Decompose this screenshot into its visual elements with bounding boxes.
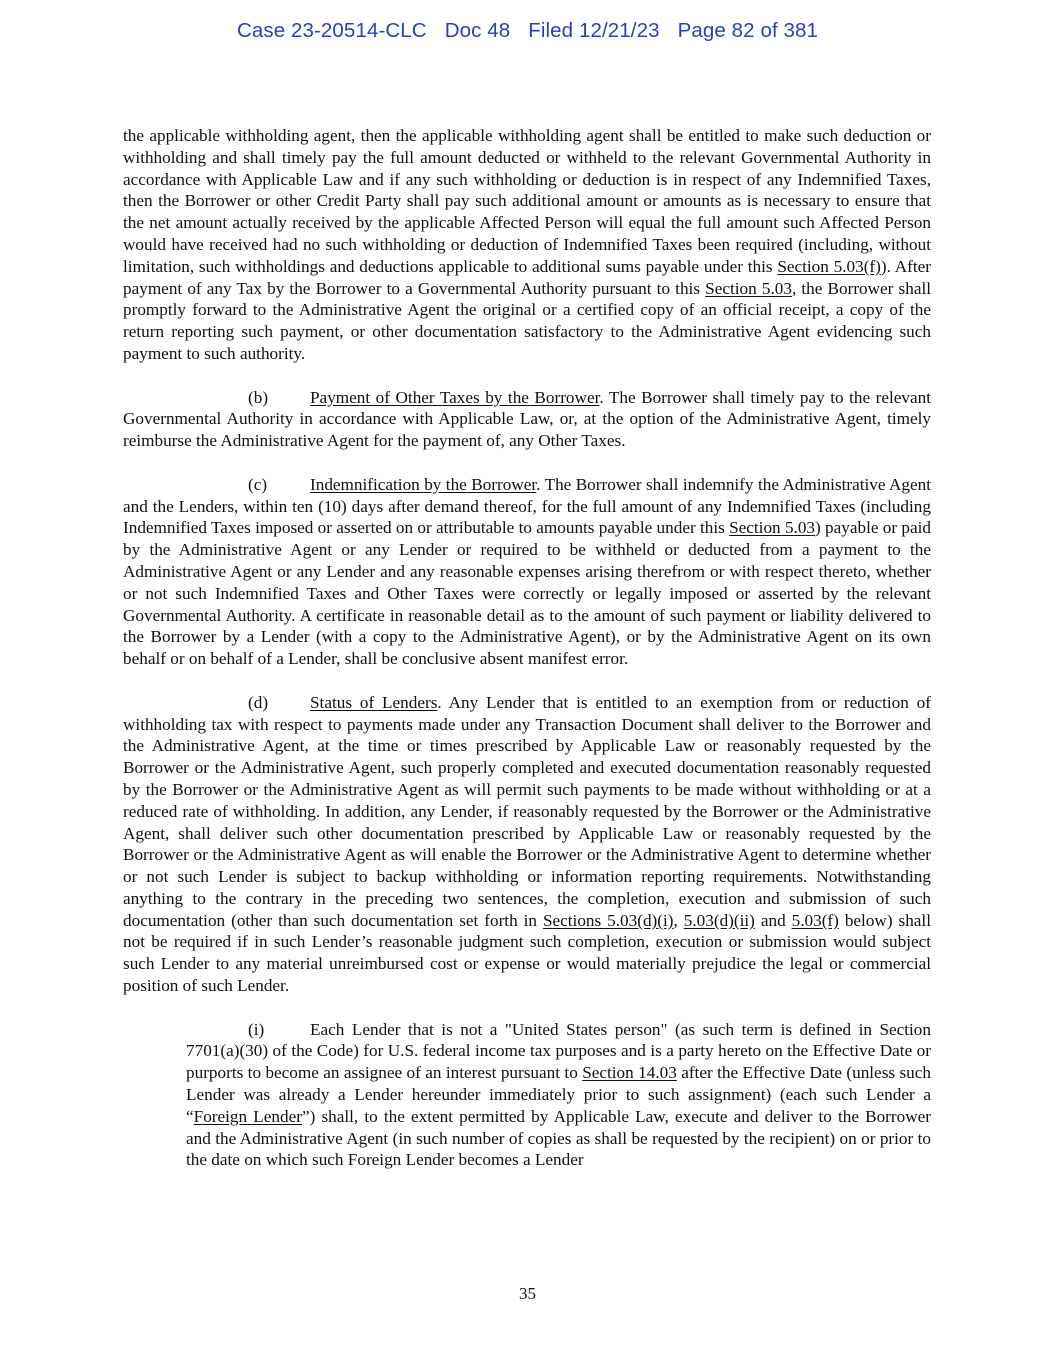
paragraph-d: (d) Status of Lenders. Any Lender that is entitled to an exemption from or reduction of withholding tax with respect to payments made under any Transaction Document shall deliver to the Borrower and the Administrative Agent, at the time or times prescribed by Applicable Law or reasonably requested by the Borrower or the Administrative Agent, such properly completed and executed documentation reasonably requested by the Borrower or the Administrative Agent as will permit such payments to be made without withholding or at a reduced rate of withholding. In addition, any Lender, if reasonably requested by the Borrower or the Administrative Agent, shall deliver such other documentation prescribed by Applicable Law or reasonably requested by the Borrower or the Administrative Agent as will enable the Borrower or the Administrative Agent to determine whether or not such Lender is subject to backup withholding or information reporting requirements. Notwithstanding anything to the contrary in the preceding two sentences, the completion, execution and submission of such documentation (other than such documentation set forth in Sections 5.03(d)(i), 5.03(d)(ii) and 5.03(f) below) shall not be required if in such Lender’s reasonable judgment such completion, execution or submission would subject such Lender to any material unreimbursed cost or expense or would materially prejudice the legal or commercial position of such Lender. [123, 692, 931, 996]
section-reference: Section 5.03 [705, 278, 792, 298]
case-number: Case 23-20514-CLC [236, 19, 427, 42]
paragraph-heading: Payment of Other Taxes by the Borrower [310, 387, 600, 407]
paragraph-label: (c) [248, 474, 268, 494]
document-body [123, 125, 931, 1193]
section-reference: Section 5.03 [729, 518, 816, 538]
filed-date: Filed 12/21/23 [528, 19, 660, 42]
paragraph-d-i: (i) Each Lender that is not a "United States person" (as such term is defined in Section 7701(a)(30) of the Code) for U.S. federal income tax purposes and is a party hereto on the Effective Date or purports to become an assignee of an interest pursuant to Section 14.03 after the Effective Date (unless such Lender was already a Lender hereunder immediately prior to such assignment) (each such Lender a “Foreign Lender”) shall, to the extent permitted by Applicable Law, execute and deliver to the Borrower and the Administrative Agent (in such number of copies as shall be requested by the recipient) on or prior to the date on which such Foreign Lender becomes a Lender [186, 1019, 931, 1170]
paragraph-b: (b) Payment of Other Taxes by the Borrower. The Borrower shall timely pay to the relevant Governmental Authority in accordance with Applicable Law, or, at the option of the Administrative Agent, timely reimburse the Administrative Agent for the payment of, any Other Taxes. [123, 387, 931, 451]
section-reference: 5.03(d)(ii) [683, 910, 755, 930]
section-reference: Section 5.03(f) [777, 256, 881, 276]
section-reference: 5.03(f) [791, 910, 839, 930]
page-number: 35 [519, 1284, 536, 1303]
paragraph-heading: Indemnification by the Borrower [310, 474, 537, 494]
page-count: Page 82 of 381 [677, 19, 819, 42]
paragraph-label: (b) [248, 387, 269, 407]
doc-number: Doc 48 [444, 19, 511, 42]
paragraph-heading: Status of Lenders [310, 692, 438, 712]
section-reference: Section 14.03 [582, 1063, 677, 1083]
paragraph-label: (i) [248, 1019, 265, 1039]
paragraph-c: (c) Indemnification by the Borrower. The Borrower shall indemnify the Administrative Agent and the Lenders, within ten (10) days after demand thereof, for the full amount of any Indemnified Taxes (including Indemnified Taxes imposed or asserted on or attributable to amounts payable under this Section 5.03) payable or paid by the Administrative Agent or any Lender or required to be withheld or deducted from a payment to the Administrative Agent or any Lender and any reasonable expenses arising therefrom or with respect thereto, whether or not such Indemnified Taxes and Other Taxes were correctly or legally imposed or asserted by the relevant Governmental Authority. A certificate in reasonable detail as to the amount of such payment or liability delivered to the Borrower by a Lender (with a copy to the Administrative Agent), or by the Administrative Agent on its own behalf or on behalf of a Lender, shall be conclusive absent manifest error. [123, 474, 932, 669]
case-header [0, 19, 1055, 43]
defined-term: Foreign Lender [193, 1106, 302, 1126]
paragraph-label: (d) [248, 692, 269, 712]
paragraph-intro: the applicable withholding agent, then the applicable withholding agent shall be entitled to make such deduction or withholding and shall timely pay the full amount deducted or withheld to the relevant Governmental Authority in accordance with Applicable Law and if any such withholding or deduction is in respect of any Indemnified Taxes, then the Borrower or other Credit Party shall pay such additional amount or amounts as is necessary to ensure that the net amount actually received by the applicable Affected Person will equal the full amount such Affected Person would have received had no such withholding or deduction of Indemnified Taxes been required (including, without limitation, such withholdings and deductions applicable to additional sums payable under this Section 5.03(f)). After payment of any Tax by the Borrower to a Governmental Authority pursuant to this Section 5.03, the Borrower shall promptly forward to the Administrative Agent the original or a certified copy of an official receipt, a copy of the return reporting such payment, or other documentation satisfactory to the Administrative Agent evidencing such payment to such authority. [123, 126, 931, 363]
section-reference: Sections 5.03(d)(i) [542, 910, 674, 930]
